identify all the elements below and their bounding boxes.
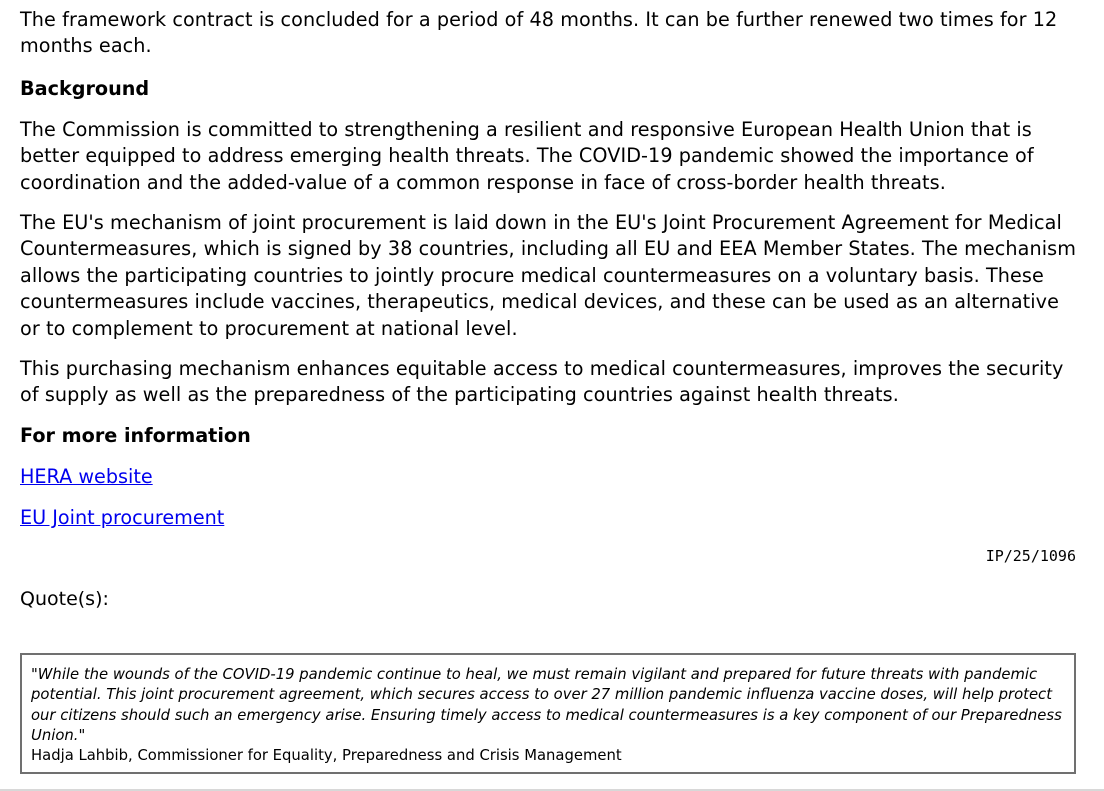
paragraph-background-2: The EU's mechanism of joint procurement is laid down in the EU's Joint Procurement Agreement for Medical Countermeasures, which is signed by 38 countries, including all EU and EEA Member States. The mechanism allows the participating countries to jointly procure medical countermeasures on a voluntary basis. These countermeasures include vaccines, therapeutics, medical devices, and these can be used as an alternative or to complement to procurement at national level. bbox=[20, 211, 1076, 340]
quote-text: "While the wounds of the COVID-19 pandemic continue to heal, we must remain vigilant and prepared for future threats with pandemic potential. This joint procurement agreement, which secures access to over 27 million pandemic influenza vaccine doses, will help protect our citizens should such an emergency arise. Ensuring timely access to medical countermeasures is a key component of our Preparedness Union." bbox=[31, 666, 1062, 744]
link-row-joint-procurement bbox=[20, 505, 1080, 531]
press-release-reference: IP/25/1096 bbox=[985, 546, 1076, 565]
quote-author: Hadja Lahbib, Commissioner for Equality, Preparedness and Crisis Management bbox=[31, 747, 622, 765]
hera-website-link[interactable]: HERA website bbox=[20, 464, 153, 488]
heading-more-info: For more information bbox=[20, 423, 251, 447]
press-release-body bbox=[20, 7, 1080, 612]
heading-background: Background bbox=[20, 76, 150, 100]
quotes-label: Quote(s): bbox=[20, 587, 109, 610]
paragraph-contract-duration: The framework contract is concluded for a period of 48 months. It can be further renewed two times for 12 months each. bbox=[20, 8, 1058, 58]
paragraph-background-3: This purchasing mechanism enhances equitable access to medical countermeasures, improves the security of supply as well as the preparedness of the participating countries against health threats. bbox=[20, 357, 1064, 407]
paragraph-background-1: The Commission is committed to strengthening a resilient and responsive European Health Union that is better equipped to address emerging health threats. The COVID-19 pandemic showed the importance of coordination and the added-value of a common response in face of cross-border health threats. bbox=[20, 117, 1034, 194]
quote-box bbox=[20, 653, 1076, 774]
link-row-hera bbox=[20, 464, 1080, 490]
eu-joint-procurement-link[interactable]: EU Joint procurement bbox=[20, 505, 225, 529]
